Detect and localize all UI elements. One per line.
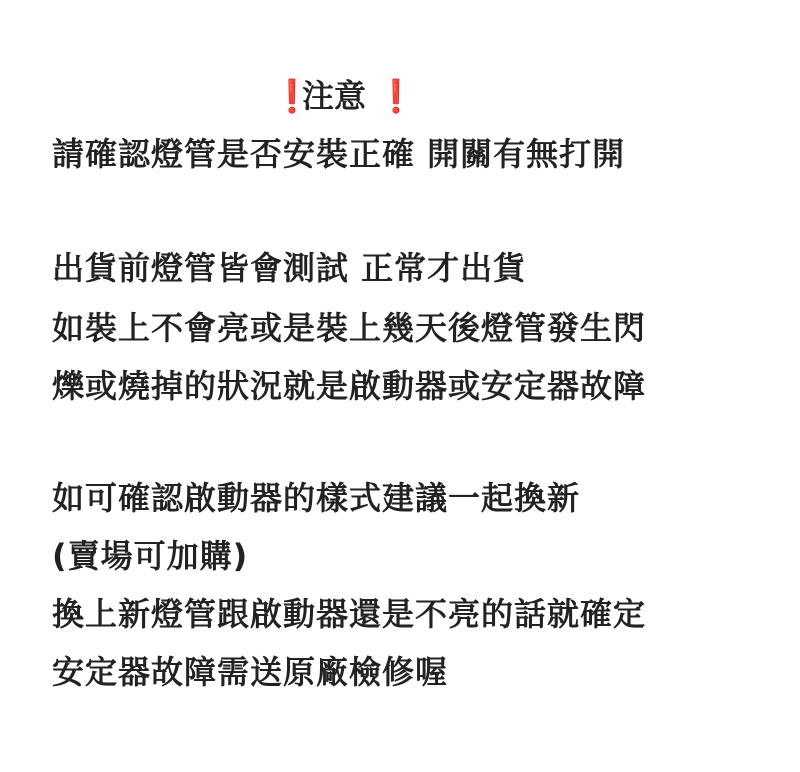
notice-line: (賣場可加購) [52,537,249,575]
notice-line: 如可確認啟動器的樣式建議一起換新 [52,479,581,517]
notice-line: 請確認燈管是否安裝正確 開關有無打開 [52,135,626,173]
exclamation-icon: ❗ [272,77,312,115]
notice-line: 爍或燒掉的狀況就是啟動器或安定器故障 [52,367,647,405]
notice-line: 換上新燈管跟啟動器還是不亮的話就確定 [52,595,647,633]
notice-title: 注意 [302,77,367,115]
notice-line: 出貨前燈管皆會測試 正常才出貨 [52,249,527,287]
notice-line: 如裝上不會亮或是裝上幾天後燈管發生閃 [52,309,647,347]
exclamation-icon: ❗ [376,77,416,115]
notice-title-row [272,74,416,118]
notice-line: 安定器故障需送原廠檢修喔 [52,653,449,691]
